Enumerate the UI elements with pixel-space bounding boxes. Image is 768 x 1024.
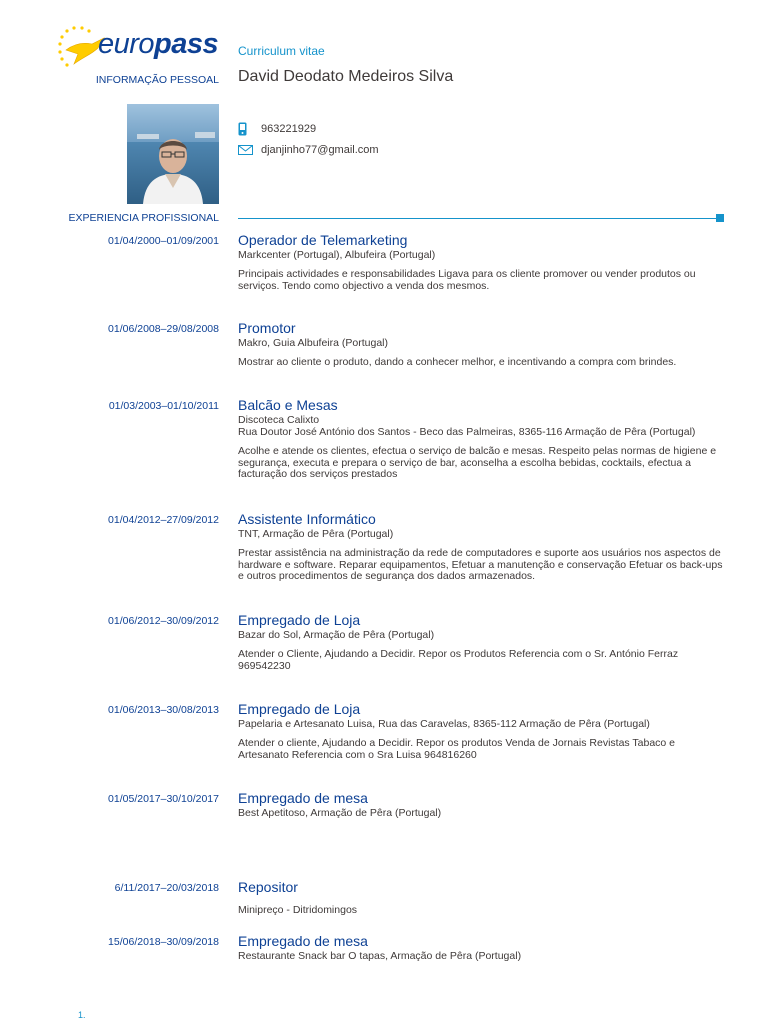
job-employer-line: Minipreço - Ditridomingos [238,904,358,916]
section-marker [716,214,724,222]
envelope-icon [238,145,254,155]
job-description: Principais actividades e responsabilidades Ligava para os cliente promover ou vender produtos ou serviços. Tendo como objectivo a venda dos mesmos. [238,268,696,292]
job-description: Acolhe e atende os clientes, efectua o serviço de balcão e mesas. Respeito pelas normas de higiene e segurança, executa e prepara o serviço de bar, aconselha a escolha bebidas, cocktails, efectua a facturação dos serviços prestados [238,445,717,481]
email-address[interactable]: djanjinho77@gmail.com [261,144,379,156]
job-title: Empregado de Loja [238,701,361,717]
job-employer-line: Best Apetitoso, Armação de Pêra (Portugal) [238,807,442,819]
job-employer-line: Makro, Guia Albufeira (Portugal) [238,337,388,349]
job-title: Balcão e Mesas [238,397,338,413]
job-title: Operador de Telemarketing [238,232,408,248]
job-employer-line: Discoteca Calixto [238,414,320,426]
job-title: Assistente Informático [238,511,376,527]
job-date: 15/06/2018–30/09/2018 [108,936,219,948]
job-title: Repositor [238,879,298,895]
job-date: 6/11/2017–20/03/2018 [114,882,219,894]
job-date: 01/04/2000–01/09/2001 [108,235,219,247]
experience-section-label: EXPERIENCIA PROFISSIONAL [68,212,219,224]
job-content [238,510,728,583]
cv-label: Curriculum vitae [238,44,325,58]
personal-info-label: INFORMAÇÃO PESSOAL [95,74,219,86]
job-date: 01/06/2013–30/08/2013 [108,704,219,716]
mobile-phone-icon [238,122,254,136]
job-employer-line: Markcenter (Portugal), Albufeira (Portugal) [238,249,436,261]
job-content [238,932,728,962]
job-date: 01/06/2008–29/08/2008 [108,323,219,335]
europass-logo [52,24,222,70]
job-title: Promotor [238,320,296,336]
job-title: Empregado de mesa [238,790,368,806]
job-employer-line: Papelaria e Artesanato Luisa, Rua das Caravelas, 8365-112 Armação de Pêra (Portugal) [238,718,650,730]
job-employer-line [238,896,728,904]
job-employer-line: Restaurante Snack bar O tapas, Armação de Pêra (Portugal) [238,950,522,962]
job-description: Prestar assistência na administração da rede de computadores e suporte aos usuários nos aspectos de hardware e software. Reparar equipamentos, Efetuar a manutenção e conservação Efetuar os back-ups e outros procedimentos de segurança dos dados armazenados. [238,547,723,583]
section-divider [238,218,716,219]
job-date: 01/06/2012–30/09/2012 [108,615,219,627]
job-title: Empregado de Loja [238,612,361,628]
job-date: 01/05/2017–30/10/2017 [108,793,219,805]
job-employer-line: Rua Doutor José António dos Santos - Beco das Palmeiras, 8365-116 Armação de Pêra (Portugal) [238,426,696,438]
logo-euro-text: euro [98,28,155,60]
job-description: Atender o Cliente, Ajudando a Decidir. Repor os Produtos Referencia com o Sr. António Ferraz 969542230 [238,648,679,672]
job-content [238,231,728,292]
job-content [238,396,728,481]
job-content [238,700,728,761]
job-content [238,878,728,916]
job-description: Mostrar ao cliente o produto, dando a conhecer melhor, e incentivando a compra com brindes. [238,356,677,368]
job-date: 01/04/2012–27/09/2012 [108,514,219,526]
job-date: 01/03/2003–01/10/2011 [108,400,219,412]
job-description: Atender o cliente, Ajudando a Decidir. Repor os produtos Venda de Jornais Revistas Tabaco e Artesanato Referencia com o Sra Luisa 964816260 [238,737,676,761]
footer-note: 1. [78,1010,86,1020]
job-content [238,611,728,672]
phone-number[interactable]: 963221929 [261,123,317,135]
job-title: Empregado de mesa [238,933,368,949]
profile-photo [127,104,219,204]
job-content [238,789,728,819]
logo-pass-text: pass [154,28,219,60]
phone-contact [238,122,316,136]
email-contact [238,144,379,156]
job-employer-line: TNT, Armação de Pêra (Portugal) [238,528,394,540]
job-employer-line: Bazar do Sol, Armação de Pêra (Portugal) [238,629,435,641]
job-content [238,319,728,369]
candidate-name: David Deodato Medeiros Silva [238,68,454,85]
